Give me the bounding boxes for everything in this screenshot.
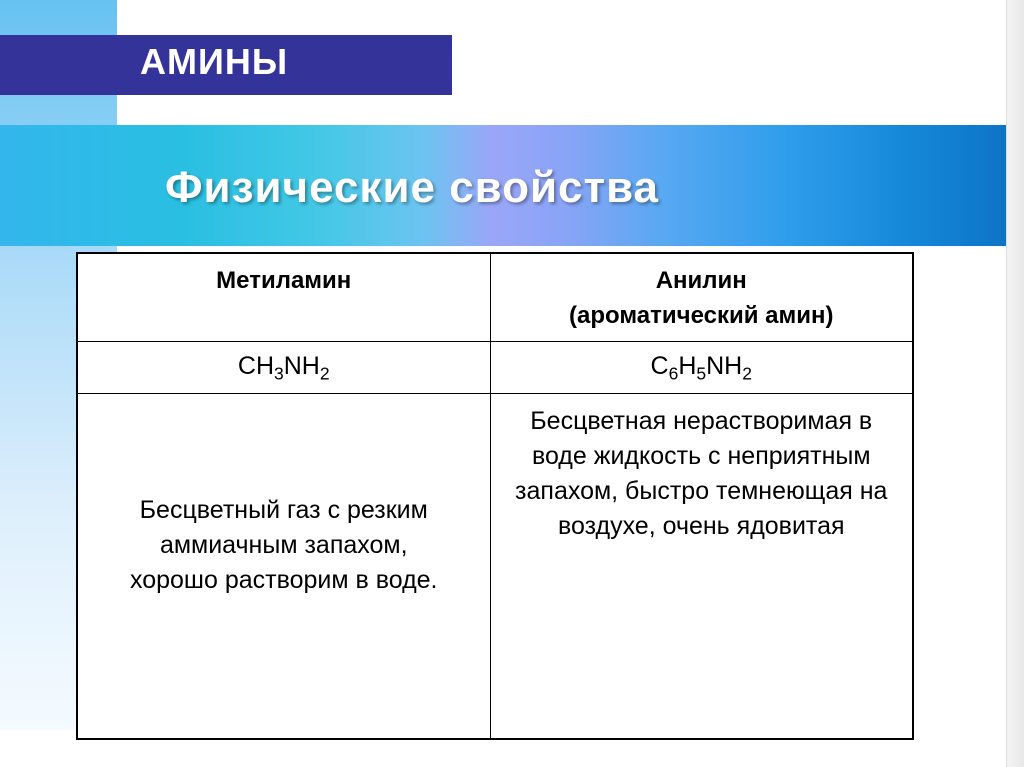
formula-subscript: 5	[696, 362, 707, 383]
formula-part: C	[650, 351, 669, 380]
formula-part: NH	[706, 351, 743, 380]
formula-part: CH	[237, 351, 275, 380]
header-cell-aniline	[490, 253, 913, 341]
formula-subscript: 6	[668, 362, 679, 383]
slide-title: АМИНЫ	[140, 41, 289, 82]
table-formula-row	[77, 341, 913, 393]
table-header-row	[77, 253, 913, 341]
column-heading-note: (ароматический амин)	[569, 301, 834, 329]
slide-frame-edge	[1006, 0, 1024, 767]
column-heading: Анилин	[655, 267, 747, 294]
description-cell-aniline	[490, 393, 913, 739]
formula-subscript: 3	[274, 362, 284, 383]
title-box	[0, 35, 452, 95]
description-cell-methylamine	[77, 393, 490, 739]
formula-part: H	[678, 351, 697, 380]
formula-subscript: 2	[319, 362, 330, 383]
formula-subscript: 2	[742, 362, 752, 383]
properties-table	[76, 252, 914, 740]
header-cell-methylamine	[77, 253, 490, 341]
description-text: Бесцветная нерастворимая в воде жидкость с неприятным запахом, быстро темнеющая на воздухе, очень ядовитая	[515, 406, 888, 540]
formula-cell-aniline	[490, 341, 913, 393]
subtitle-band	[0, 125, 1006, 246]
description-text: Бесцветный газ с резким аммиачным запахом, хорошо растворим в воде.	[129, 496, 438, 594]
table-description-row	[77, 393, 913, 739]
column-heading: Метиламин	[216, 267, 352, 294]
slide-subtitle: Физические свойства	[165, 163, 660, 212]
formula-part: NH	[283, 351, 320, 380]
formula-cell-methylamine	[77, 341, 490, 393]
